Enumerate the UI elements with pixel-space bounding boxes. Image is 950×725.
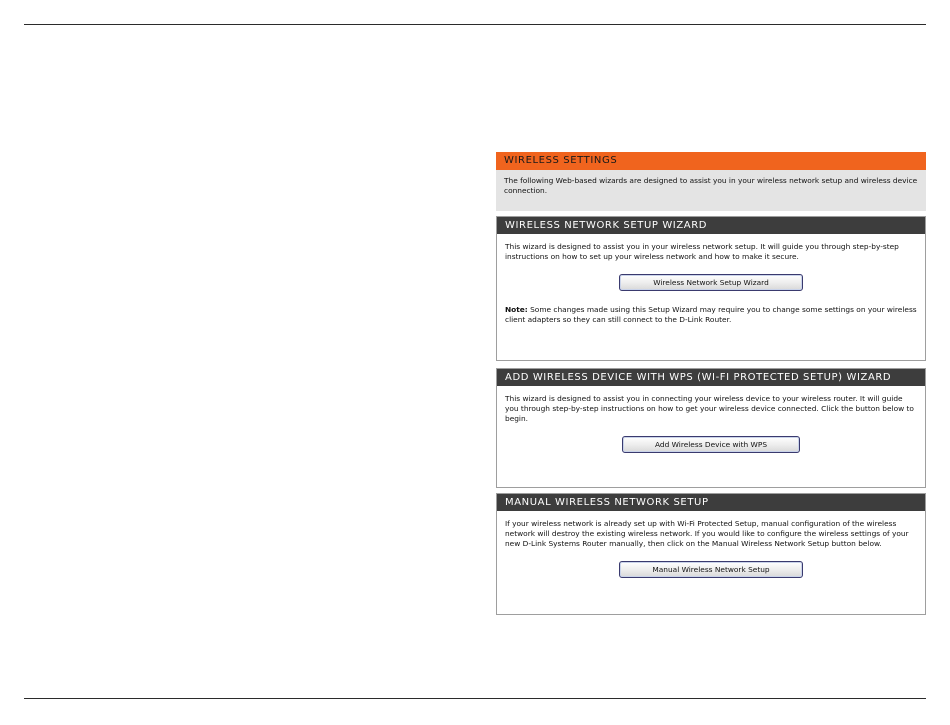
top-divider: [24, 24, 926, 25]
note-text: Some changes made using this Setup Wizard may require you to change some settings on your wireless client adapters so they can still connect to the D-Link Router.: [505, 305, 917, 324]
manual-setup-description: If your wireless network is already set up with Wi-Fi Protected Setup, manual configuration of the wireless network will destroy the existing wireless network. If you would like to configure the wireless settings of your new D-Link Systems Router manually, then click on the Manual Wireless Network Setup button below.: [505, 519, 909, 548]
wps-wizard-title: ADD WIRELESS DEVICE WITH WPS (WI-FI PROTECTED SETUP) WIZARD: [497, 369, 925, 386]
wireless-settings-description: The following Web-based wizards are designed to assist you in your wireless network setup and wireless device connection.: [504, 176, 918, 195]
setup-wizard-title: WIRELESS NETWORK SETUP WIZARD: [497, 217, 925, 234]
wireless-settings-title: WIRELESS SETTINGS: [496, 152, 926, 170]
bottom-divider: [24, 698, 926, 699]
wps-wizard-panel: [496, 368, 926, 488]
setup-wizard-panel: [496, 216, 926, 361]
manual-wireless-network-setup-button[interactable]: Manual Wireless Network Setup: [619, 561, 803, 578]
manual-setup-title: MANUAL WIRELESS NETWORK SETUP: [497, 494, 925, 511]
setup-wizard-description: This wizard is designed to assist you in your wireless network setup. It will guide you through step-by-step instructions on how to set up your wireless network and how to make it secure.: [505, 242, 899, 261]
wireless-network-setup-wizard-button[interactable]: Wireless Network Setup Wizard: [619, 274, 803, 291]
wps-wizard-description: This wizard is designed to assist you in connecting your wireless device to your wireless router. It will guide you through step-by-step instructions on how to get your wireless device connected. Click the button below to begin.: [505, 394, 914, 423]
wireless-settings-panel: [496, 152, 926, 211]
note-label: Note:: [505, 305, 528, 314]
setup-wizard-note: [505, 305, 917, 325]
manual-setup-panel: [496, 493, 926, 615]
add-wireless-device-wps-button[interactable]: Add Wireless Device with WPS: [622, 436, 800, 453]
